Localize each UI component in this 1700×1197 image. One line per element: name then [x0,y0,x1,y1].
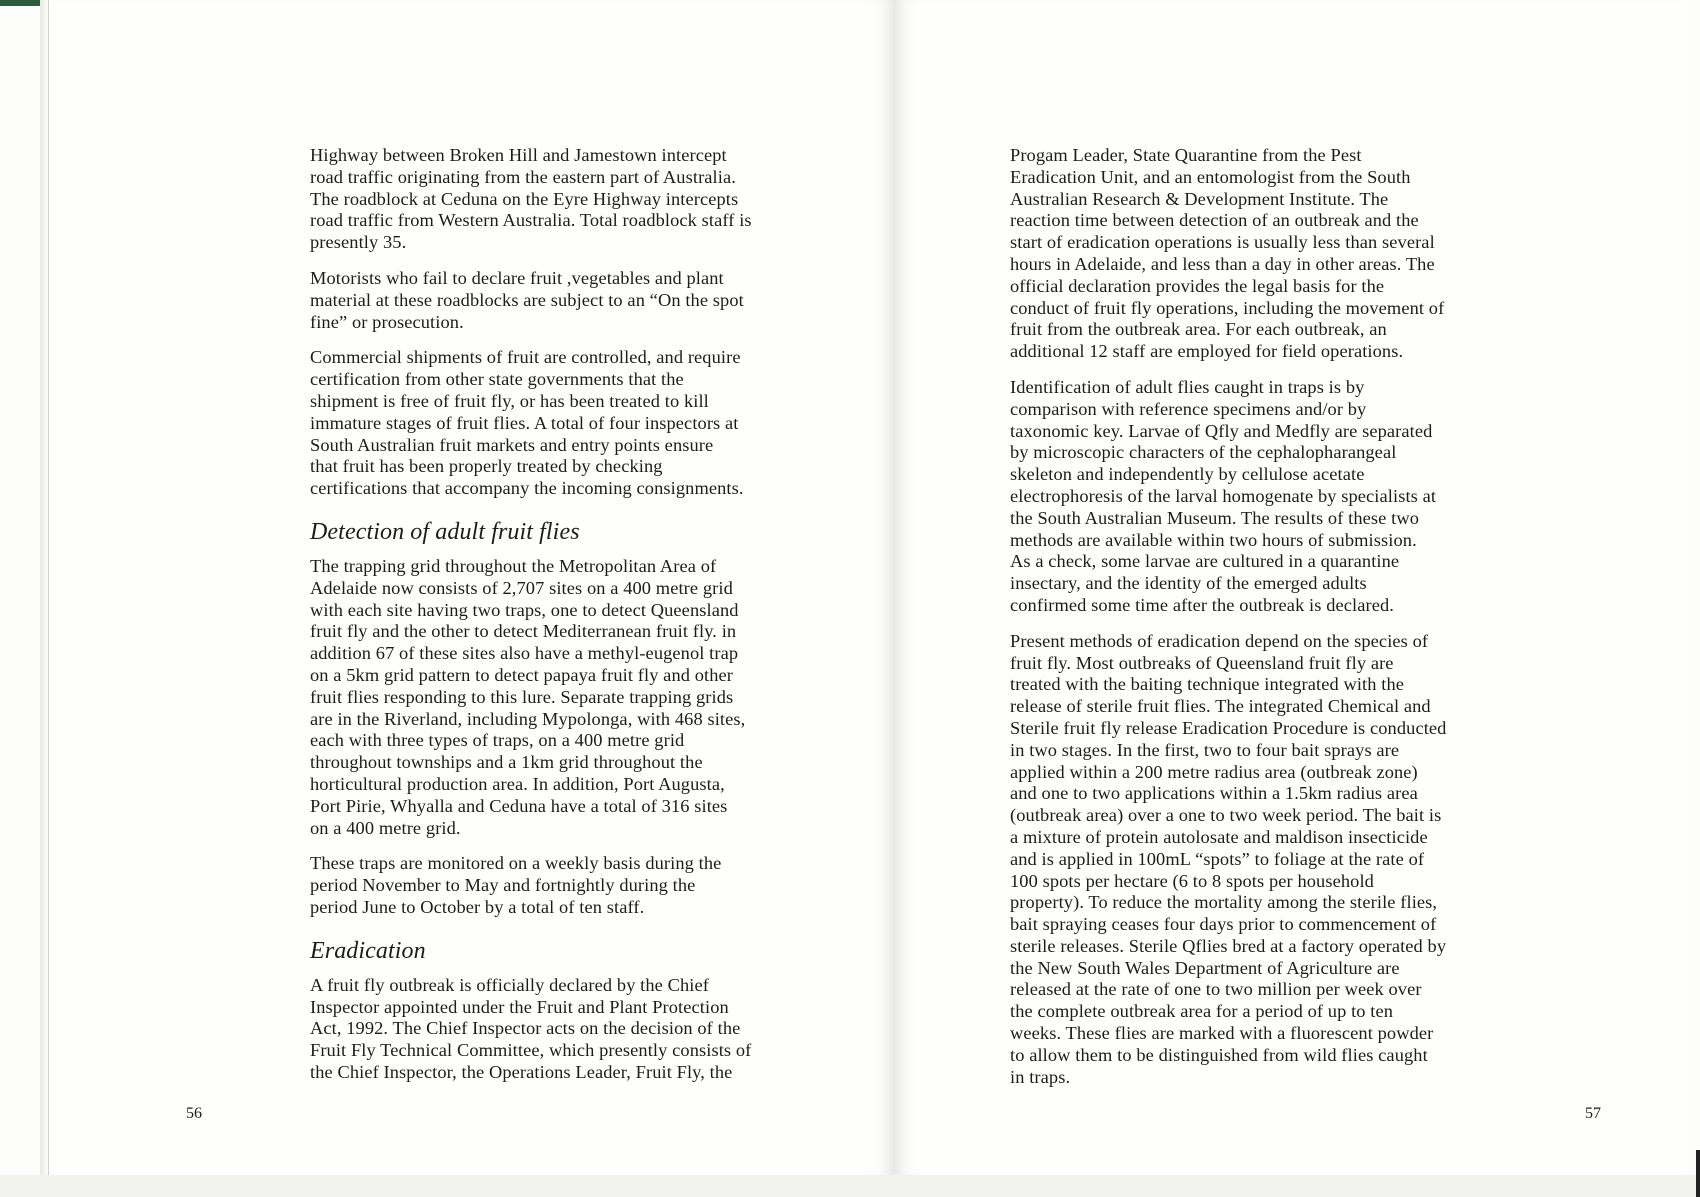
paragraph: Motorists who fail to declare fruit ,vegetables and plant material at these roadblocks are subject to an “On the spot fine” or prosecution. [310,267,744,332]
section-heading-detection: Detection of adult fruit flies [310,518,580,545]
scan-bottom-edge [0,1175,1700,1197]
left-text-column [310,145,790,1098]
page-number-right: 57 [1585,1105,1601,1122]
section-heading-eradication: Eradication [310,937,426,964]
paragraph: A fruit fly outbreak is officially declared by the Chief Inspector appointed under the Fruit and Plant Protection Act, 1992. The Chief Inspector acts on the decision of the Fruit Fly Technical Committee, which presently consists of the Chief Inspector, the Operations Leader, Fruit Fly, the [310,974,752,1082]
scan-edge-mark [1696,1150,1700,1197]
paragraph: These traps are monitored on a weekly basis during the period November to May and fortnightly during the period June to October by a total of ten staff. [310,853,722,917]
right-text-column [1010,145,1490,1102]
paragraph: Highway between Broken Hill and Jamestown intercept road traffic originating from the eastern part of Australia. The roadblock at Ceduna on the Eyre Highway intercepts road traffic from Western Australia. Total roadblock staff is presently 35. [310,145,752,253]
paragraph: Identification of adult flies caught in traps is by comparison with reference specimens and/or by taxonomic key. Larvae of Qfly and Medfly are separated by microscopic characters of the cephalopharangeal skeleton and independently by cellulose acetate electrophoresis of the larval homogenate by specialists at the South Australian Museum. The results of these two methods are available within two hours of submission. As a check, some larvae are cultured in a quarantine insectary, and the identity of the emerged adults confirmed some time after the outbreak is declared. [1010,376,1437,615]
paragraph: Commercial shipments of fruit are controlled, and require certification from other state governments that the shipment is free of fruit fly, or has been treated to kill immature stages of fruit flies. A total of four inspectors at South Australian fruit markets and entry points ensure that fruit has been properly treated by checking certifications that accompany the incoming consignments. [310,347,744,499]
paragraph: Present methods of eradication depend on the species of fruit fly. Most outbreaks of Queensland fruit fly are treated with the baiting technique integrated with the release of sterile fruit flies. The integrated Chemical and Sterile fruit fly release Eradication Procedure is conducted in two stages. In the first, two to four bait sprays are applied within a 200 metre radius area (outbreak zone) and one to two applications within a 1.5km radius area (outbreak area) over a one to two week period. The bait is a mixture of protein autolosate and maldison insecticide and is applied in 100mL “spots” to foliage at the rate of 100 spots per hectare (6 to 8 spots per household property). To reduce the mortality among the sterile flies, bait spraying ceases four days prior to commencement of sterile releases. Sterile Qflies bred at a factory operated by the New South Wales Department of Agriculture are released at the rate of one to two million per week over the complete outbreak area for a period of up to ten weeks. These flies are marked with a fluorescent powder to allow them to be distinguished from wild flies caught in traps. [1010,630,1447,1087]
paragraph: Progam Leader, State Quarantine from the Pest Eradication Unit, and an entomologist from the South Australian Research & Development Institute. The reaction time between detection of an outbreak and the start of eradication operations is usually less than several hours in Adelaide, and less than a day in other areas. The official declaration provides the legal basis for the conduct of fruit fly operations, including the movement of fruit from the outbreak area. For each outbreak, an additional 12 staff are employed for field operations. [1010,145,1445,362]
page-number-left: 56 [186,1105,202,1122]
paragraph: The trapping grid throughout the Metropolitan Area of Adelaide now consists of 2,707 sites on a 400 metre grid with each site having two traps, one to detect Queensland fruit fly and the other to detect Mediterranean fruit fly. in addition 67 of these sites also have a methyl-eugenol trap on a 5km grid pattern to detect papaya fruit fly and other fruit flies responding to this lure. Separate trapping grids are in the Riverland, including Mypolonga, with 468 sites, each with three types of traps, on a 400 metre grid throughout townships and a 1km grid throughout the horticultural production area. In addition, Port Augusta, Port Pirie, Whyalla and Ceduna have a total of 316 sites on a 400 metre grid. [310,555,746,838]
